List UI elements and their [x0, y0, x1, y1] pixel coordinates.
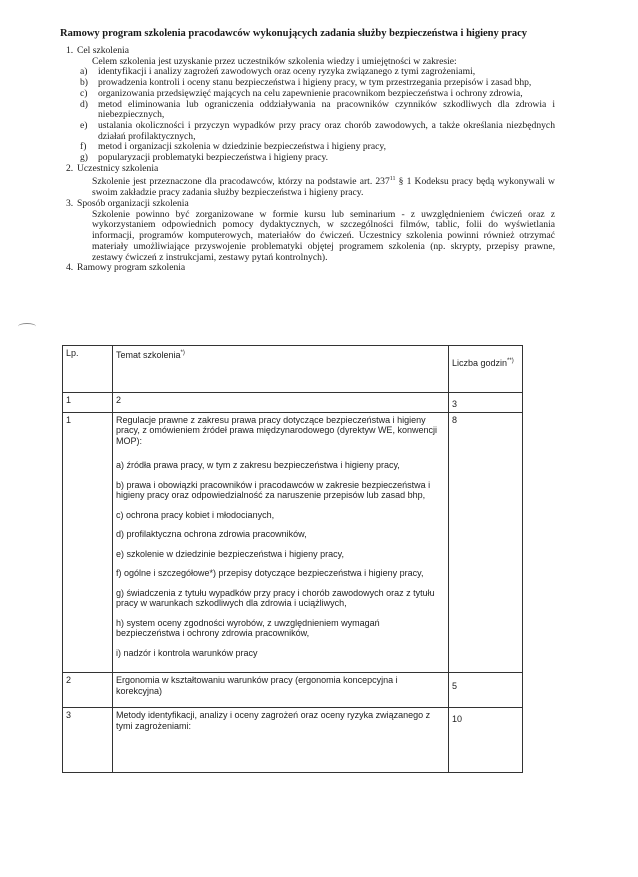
row-lp: 3	[63, 708, 113, 773]
section-participants	[66, 162, 555, 175]
list-item: b) prowadzenia kontroli i oceny stanu bezpieczeństwa i higieny pracy, w tym przestrzegania przepisów i zasad bhp,	[80, 77, 532, 89]
document-body	[66, 45, 555, 274]
row-topic-item: f) ogólne i szczegółowe*) przepisy dotyczące bezpieczeństwa i higieny pracy,	[116, 568, 424, 578]
section-heading: Uczestnicy szkolenia	[77, 162, 159, 174]
list-item: d) metod eliminowania lub ograniczenia oddziaływania na pracowników czynników szkodliwych dla zdrowia i niebezpiecznych,	[80, 98, 555, 121]
section-heading: Sposób organizacji szkolenia	[77, 198, 189, 210]
row-topic-intro: Regulacje prawne z zakresu prawa pracy dotyczące bezpieczeństwa i higieny pracy, z omówieniem źródeł prawa międzynarodowego (dyrektyw WE, konwencji MOP):	[116, 414, 437, 446]
section-heading: Cel szkolenia	[77, 45, 129, 56]
row-topic-item: i) nadzór i kontrola warunków pracy	[116, 647, 258, 658]
table-row	[63, 708, 523, 773]
row-topic-item: g) świadczenia z tytułu wypadków przy pracy i chorób zawodowych oraz z tytułu pracy w warunkach szkodliwych dla zdrowia i uciążliwych,	[116, 587, 435, 608]
header-topic: Temat szkolenia*)	[113, 346, 449, 393]
row-topic	[113, 412, 449, 673]
row-hours: 5	[449, 673, 523, 708]
list-item: c) organizowania przedsięwzięć mających na celu zapewnienie pracownikom bezpieczeństwa i ochrony zdrowia,	[80, 87, 523, 99]
table-cell: 2	[113, 393, 449, 413]
section-number: 4.	[66, 262, 74, 274]
document-title: Ramowy program szkolenia pracodawców wykonujących zadania służby bezpieczeństwa i higieny pracy	[60, 28, 528, 39]
table-row	[63, 673, 523, 708]
list-item: g) popularyzacji problematyki bezpieczeństwa i higieny pracy.	[80, 152, 329, 164]
row-topic: Ergonomia w kształtowaniu warunków pracy (ergonomia koncepcyjna i korekcyjna)	[113, 673, 449, 708]
section-number: 1.	[66, 45, 74, 56]
row-hours: 8	[449, 412, 523, 673]
row-lp: 2	[63, 673, 113, 708]
list-item: e) ustalania okoliczności i przyczyn wypadków przy pracy oraz chorób zawodowych, a także określania niezbędnych działań profilaktycznych,	[80, 119, 555, 142]
row-lp: 1	[63, 412, 113, 673]
table-cell: 1	[63, 393, 113, 413]
section-program	[66, 262, 555, 274]
row-topic-item: h) system oceny zgodności wyrobów, z uwzględnieniem wymagań bezpieczeństwa i ochrony zdrowia pracowników,	[116, 617, 380, 638]
row-topic-item: a) źródła prawa pracy, w tym z zakresu bezpieczeństwa i higieny pracy,	[116, 460, 400, 470]
hole-punch-mark	[18, 323, 36, 330]
list-item: f) metod i organizacji szkolenia w dziedzinie bezpieczeństwa i higieny pracy,	[80, 141, 386, 153]
row-topic-item: b) prawa i obowiązki pracowników i pracodawców w zakresie bezpieczeństwa i higieny pracy oraz odpowiedzialność za naruszenie przepisów lub zasad bhp,	[116, 479, 431, 500]
row-topic: Metody identyfikacji, analizy i oceny zagrożeń oraz oceny ryzyka związanego z tymi zagrożeniami:	[113, 708, 449, 773]
section-goal-intro: Celem szkolenia jest uzyskanie przez uczestników szkolenia wiedzy i umiejętności w zakresie:	[92, 55, 457, 67]
section-heading: Ramowy program szkolenia	[77, 262, 186, 274]
header-hours: Liczba godzin**)	[449, 346, 523, 393]
section-organization-text: Szkolenie powinno być zorganizowane w formie kursu lub seminarium - z uwzględnieniem ćwiczeń oraz z wykorzystaniem odpowiednich pomocy dydaktycznych, w szczególności filmów, tablic, folii do wyświetlania informacji, programów komputerowych, materiałów do ćwiczeń. Uczestnicy szkolenia powinni również otrzymać materiały umożliwiające przyswojenie problematyki objętej programem szkolenia (np. skrypty, przepisy prawne, zestawy ćwiczeń z instrukcjami, zestawy pytań kontrolnych).	[92, 208, 555, 263]
header-lp: Lp.	[63, 346, 113, 393]
section-participants-text: Szkolenie jest przeznaczone dla pracodawców, którzy na podstawie art. $237^{11}$ § 1 Kodeksu pracy będą wykonywali w swoim zakładzie pracy zadania służby bezpieczeństwa i higieny pracy.	[92, 176, 555, 199]
table-row	[63, 412, 523, 673]
table-numbering-row	[63, 393, 523, 413]
row-hours: 10	[449, 708, 523, 773]
section-number: 3.	[66, 198, 74, 210]
program-table	[62, 345, 523, 773]
row-topic-item: d) profilaktyczna ochrona zdrowia pracowników,	[116, 529, 307, 539]
row-topic-item: c) ochrona pracy kobiet i młodocianych,	[116, 509, 275, 520]
row-topic-item: e) szkolenie w dziedzinie bezpieczeństwa i higieny pracy,	[116, 548, 344, 559]
table-cell: 3	[449, 393, 523, 413]
program-table-wrapper	[62, 345, 522, 773]
table-header-row	[63, 346, 523, 393]
section-number: 2.	[66, 162, 74, 174]
list-item: a) identyfikacji i analizy zagrożeń zawodowych oraz oceny ryzyka związanego z tymi zagrożeniami,	[80, 66, 476, 78]
